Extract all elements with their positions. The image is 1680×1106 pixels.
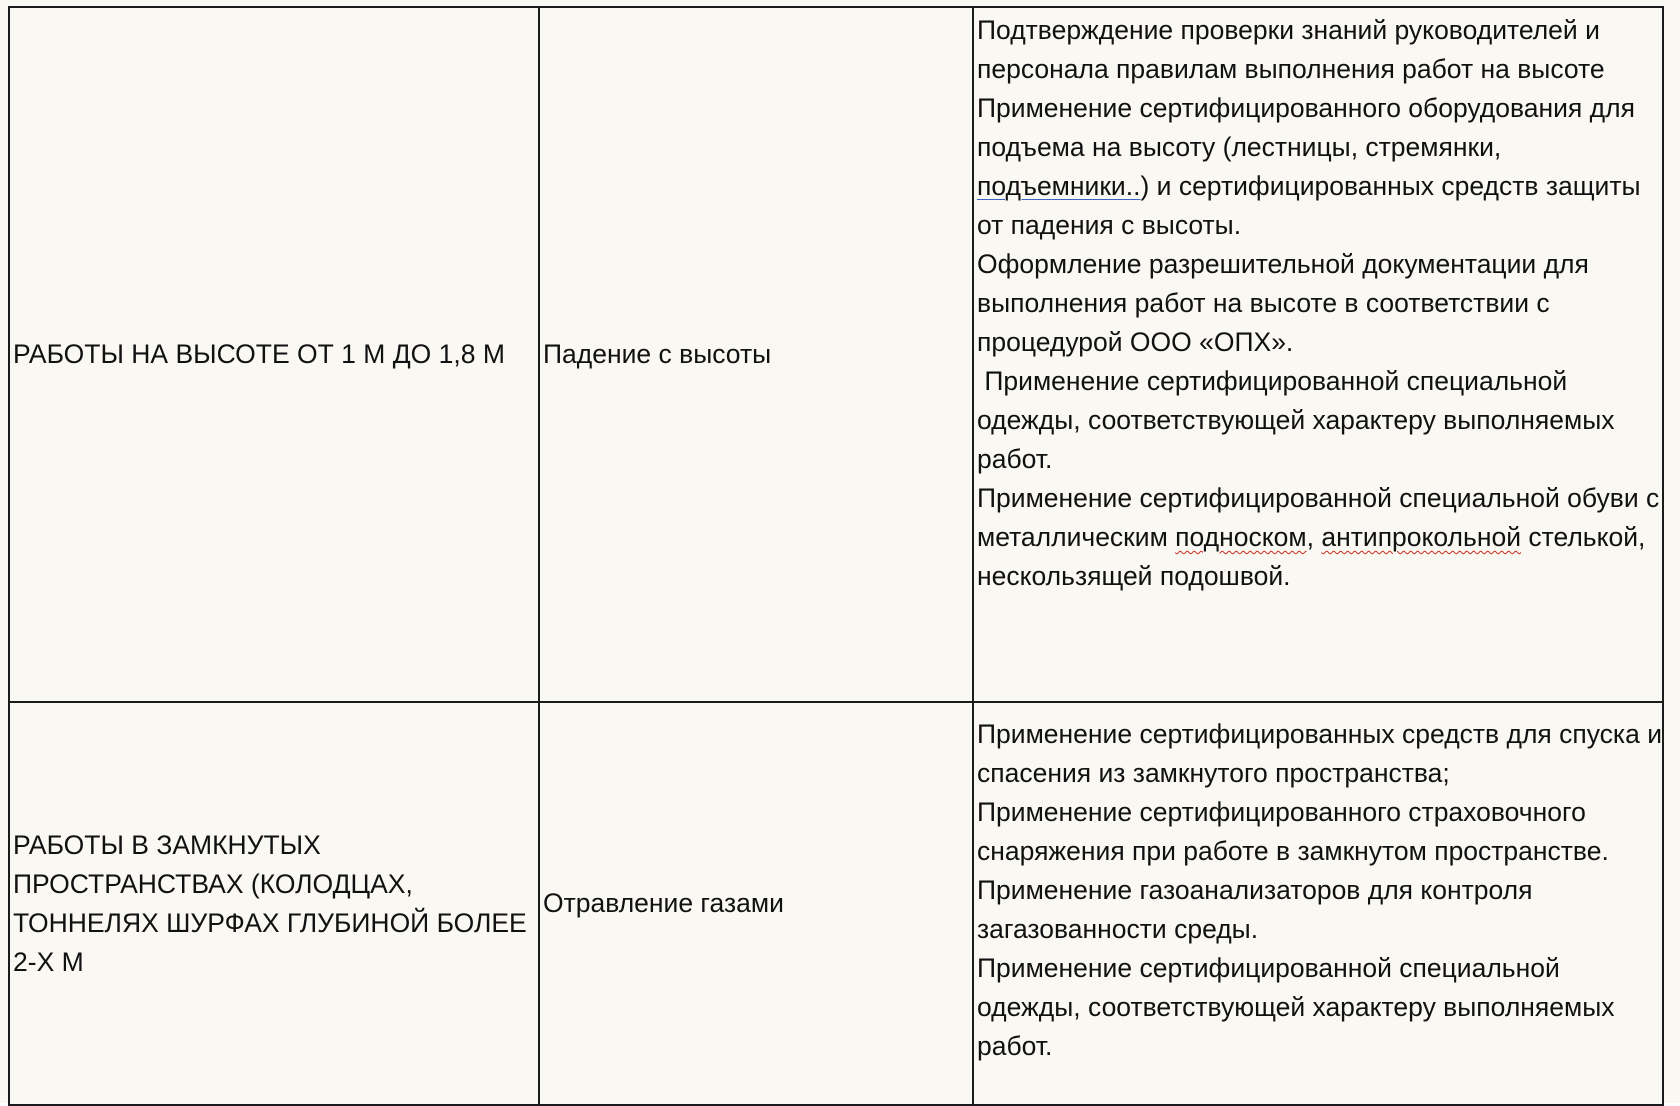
measure-item: Применение сертифицированного страховочного снаряжения при работе в замкнутом пространстве. — [977, 797, 1609, 866]
measure-item — [977, 479, 1662, 596]
work-type-cell: РАБОТЫ НА ВЫСОТЕ ОТ 1 М ДО 1,8 М — [9, 7, 539, 702]
measure-item: Применение сертифицированных средств для спуска и спасения из замкнутого пространства; — [977, 719, 1663, 788]
measure-text: Применение сертифицированного оборудования для подъема на высоту (лестницы, стремянки, — [977, 93, 1635, 162]
spelling-marked-word: антипрокольной — [1321, 522, 1522, 552]
work-type-cell: РАБОТЫ В ЗАМКНУТЫХ ПРОСТРАНСТВАХ (КОЛОДЦАХ, ТОННЕЛЯХ ШУРФАХ ГЛУБИНОЙ БОЛЕЕ 2-Х М — [9, 702, 539, 1105]
measure-item — [977, 89, 1662, 245]
measure-item: Применение сертифицированной специальной одежды, соответствующей характеру выполняемых работ. — [977, 366, 1622, 474]
hazard-measures-table — [8, 6, 1664, 1106]
measure-item: Применение сертифицированной специальной одежды, соответствующей характеру выполняемых работ. — [977, 953, 1615, 1061]
spelling-marked-word: подноском — [1175, 522, 1307, 552]
hazard-cell: Отравление газами — [539, 702, 973, 1105]
measure-text: стелькой, нескользящей подошвой. — [977, 522, 1646, 591]
measures-cell — [973, 702, 1663, 1105]
measure-text: ) и сертифицированных средств защиты от падения с высоты. — [977, 171, 1641, 240]
measure-item: Оформление разрешительной документации для выполнения работ на высоте в соответствии с процедурой ООО «ОПХ». — [977, 249, 1589, 357]
measure-text: Применение сертифицированной специальной обуви с металлическим — [977, 483, 1660, 552]
measure-text: , — [1306, 522, 1314, 552]
measures-cell — [973, 7, 1663, 702]
table-row — [9, 7, 1663, 702]
grammar-marked-word: подъемники.. — [977, 171, 1141, 201]
table-row — [9, 702, 1663, 1105]
hazard-cell: Падение с высоты — [539, 7, 973, 702]
measure-item: Подтверждение проверки знаний руководителей и персонала правилам выполнения работ на высоте — [977, 15, 1605, 84]
measure-item: Применение газоанализаторов для контроля загазованности среды. — [977, 875, 1533, 944]
